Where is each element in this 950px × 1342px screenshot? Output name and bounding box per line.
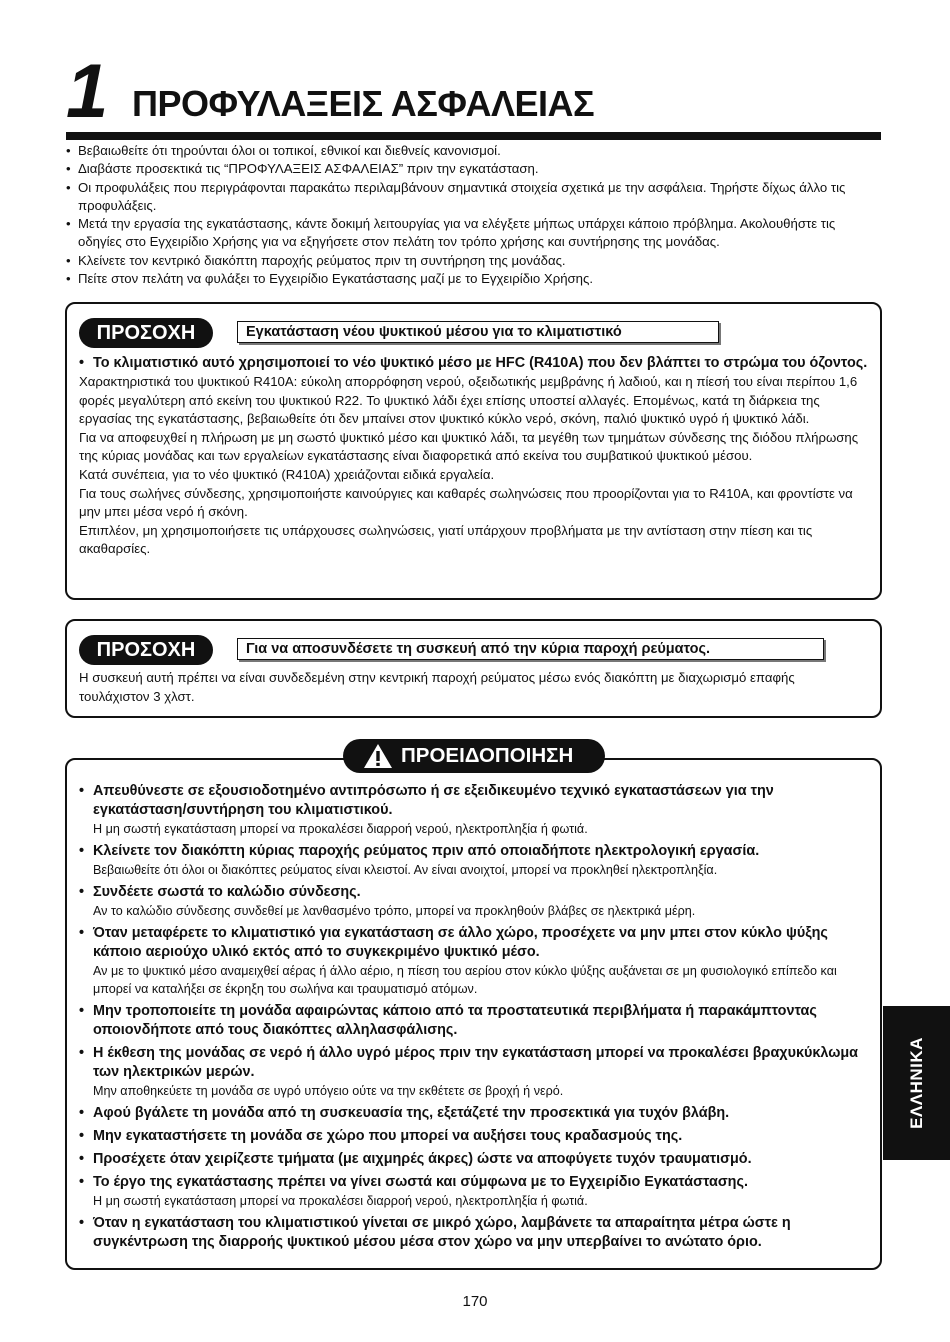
list-item: • Κλείνετε τον κεντρικό διακόπτη παροχής ρεύματος πριν τη συντήρηση της μονάδας. — [66, 252, 881, 270]
list-item — [79, 1150, 868, 1169]
warning-detail: Η μη σωστή εγκατάσταση μπορεί να προκαλέσει διαρροή νερού, ηλεκτροπληξία ή φωτιά. — [93, 1194, 588, 1208]
warning-heading: • Μην εγκαταστήσετε τη μονάδα σε χώρο που μπορεί να αυξήσει τους κραδασμούς της. — [93, 1128, 683, 1144]
warning-detail: Η μη σωστή εγκατάσταση μπορεί να προκαλέσει διαρροή νερού, ηλεκτροπληξία ή φωτιά. — [93, 822, 588, 836]
caution-content — [79, 354, 868, 559]
warning-heading: • Μην τροποποιείτε τη μονάδα αφαιρώντας κάποιο από τα προστατευτικά περιβλήματα ή παρακάμπτοντας οποιονδήποτε από τους διακόπτες αλληλασφάλισης. — [93, 1003, 817, 1038]
caution-paragraph: Χαρακτηριστικά του ψυκτικού R410A: εύκολη απορρόφηση νερού, οξειδωτικής μεμβράνης ή λαδιού, και η πίεσή του είναι περίπου 1,6 φορές μεγαλύτερη από εκείνη του ψυκτικού R22. Το ψυκτικό λάδι έχει επίσης υποστεί αλλαγές. Επομένως, κατά τη διάρκεια της εργασίας της εγκατάστασης, βεβαιωθείτε ότι δεν μπαίνει στον ψυκτικό κύκλο νερό, σκόνη, παλιό ψυκτικό υγρό ή ψυκτικό λάδι. — [79, 374, 858, 427]
language-tab-label: ΕΛΛΗΝΙΚΑ — [906, 1037, 926, 1129]
warning-detail: Αν με το ψυκτικό μέσο αναμειχθεί αέρας ή άλλο αέριο, η πίεση του αερίου στον κύκλο ψύξης αυξάνεται σε μη φυσιολογικό επίπεδο και μπορεί να καταλήξει σε έκρηξη του σωλήνα και τραυματισμό ατόμων. — [93, 964, 837, 996]
list-item — [79, 1214, 868, 1252]
warning-label-text: ΠΡΟΕΙΔΟΠΟΙΗΣΗ — [401, 744, 574, 767]
caution-paragraph: Επιπλέον, μη χρησιμοποιήσετε τις υπάρχουσες σωληνώσεις, γιατί υπάρχουν προβλήματα με την αντίσταση στην πίεση και τις ακαθαρσίες. — [79, 522, 813, 557]
list-item — [79, 883, 868, 920]
warning-detail: Μην αποθηκεύετε τη μονάδα σε υγρό υπόγειο ούτε να την εκθέτετε σε βροχή ή νερό. — [93, 1084, 564, 1098]
list-item — [79, 842, 868, 879]
intro-list — [66, 142, 881, 288]
list-item — [79, 1002, 868, 1040]
warning-triangle-icon — [363, 743, 393, 769]
list-item — [79, 1104, 868, 1123]
warning-heading: • Το έργο της εγκατάστασης πρέπει να γίνει σωστά και σύμφωνα με το Εγχειρίδιο Εγκατάστασης. — [93, 1174, 748, 1190]
warning-heading: • Προσέχετε όταν χειρίζεστε τμήματα (με αιχμηρές άκρες) ώστε να αποφύγετε τυχόν τραυματισμό. — [93, 1151, 752, 1167]
warning-heading: • Αφού βγάλετε τη μονάδα από τη συσκευασία της, εξετάζετέ την προσεκτικά για τυχόν βλάβη. — [93, 1105, 730, 1121]
caution-box-refrigerant — [65, 302, 882, 600]
warning-heading: • Απευθύνεστε σε εξουσιοδοτημένο αντιπρόσωπο ή σε εξειδικευμένο τεχνικό εγκαταστάσεων για την εγκατάσταση/συντήρηση του κλιματιστικού. — [93, 783, 774, 818]
warning-heading: • Η έκθεση της μονάδας σε νερό ή άλλο υγρό μέρος πριν την εγκατάσταση μπορεί να προκαλέσει βραχυκύκλωμα των ηλεκτρικών μερών. — [93, 1045, 859, 1080]
caution-paragraph: Κατά συνέπεια, για το νέο ψυκτικό (R410A) χρειάζονται ειδικά εργαλεία. — [79, 466, 495, 482]
list-item — [79, 924, 868, 998]
list-item: • Βεβαιωθείτε ότι τηρούνται όλοι οι τοπικοί, εθνικοί και διεθνείς κανονισμοί. — [66, 142, 881, 160]
page-number: 170 — [462, 1293, 488, 1310]
list-item — [79, 1173, 868, 1210]
warning-detail: Βεβαιωθείτε ότι όλοι οι διακόπτες ρεύματος είναι κλειστοί. Αν είναι ανοιχτοί, μπορεί να προκληθεί ηλεκτροπληξία. — [93, 863, 718, 877]
page-title: ΠΡΟΦΥΛΑΞΕΙΣ ΑΣΦΑΛΕΙΑΣ — [132, 83, 595, 124]
page-header — [66, 49, 881, 140]
caution-lead: • Το κλιματιστικό αυτό χρησιμοποιεί το νέο ψυκτικό μέσο με HFC (R410A) που δεν βλάπτει το στρώμα του όζοντος. — [79, 354, 868, 373]
warning-detail: Αν το καλώδιο σύνδεσης συνδεθεί με λανθασμένο τρόπο, μπορεί να προκληθούν βλάβες σε ηλεκτρικά μέρη. — [93, 904, 696, 918]
list-item: • Οι προφυλάξεις που περιγράφονται παρακάτω περιλαμβάνουν σημαντικά στοιχεία σχετικά με την ασφάλεια. Τηρήστε δίχως άλλο τις προφυλάξεις. — [66, 179, 881, 216]
list-item — [79, 782, 868, 838]
warning-heading: • Όταν η εγκατάσταση του κλιματιστικού γίνεται σε μικρό χώρο, λαμβάνετε τα απαραίτητα μέτρα ώστε η συγκέντρωση της διαρροής ψυκτικού μέσου μέσα στον χώρο να μην υπερβαίνει το ανώτατο όριο. — [93, 1215, 791, 1250]
warning-heading: • Όταν μεταφέρετε το κλιματιστικό για εγκατάσταση σε άλλο χώρο, προσέχετε να μην μπει στον κύκλο ψύξης κάποιο αεριούχο υλικό εκτός από το συγκεκριμένο ψυκτικό μέσο. — [93, 925, 828, 960]
warning-heading: • Κλείνετε τον διακόπτη κύριας παροχής ρεύματος πριν από οποιαδήποτε ηλεκτρολογική εργασία. — [93, 843, 760, 859]
list-item — [79, 1127, 868, 1146]
list-item: • Διαβάστε προσεκτικά τις “ΠΡΟΦΥΛΑΞΕΙΣ ΑΣΦΑΛΕΙΑΣ” πριν την εγκατάσταση. — [66, 160, 881, 178]
caution-paragraph: Η συσκευή αυτή πρέπει να είναι συνδεδεμένη στην κεντρική παροχή ρεύματος μέσω ενός διακόπτη με διαχωρισμό επαφής τουλάχιστον 3 χλστ. — [79, 670, 795, 704]
caution-subject: Εγκατάσταση νέου ψυκτικού μέσου για το κλιματιστικό — [237, 321, 719, 343]
language-tab — [883, 1006, 950, 1160]
caution-paragraph: Για να αποφευχθεί η πλήρωση με μη σωστό ψυκτικό μέσο και ψυκτικό λάδι, τα μεγέθη των τμημάτων σύνδεσης της διόδου πλήρωσης της κύριας μονάδας και των εργαλείων εγκατάστασης είναι διαφορετικά από εκείνα του συμβατικού ψυκτικού μέσου. — [79, 429, 859, 464]
caution-label: ΠΡΟΣΟΧΗ — [79, 318, 213, 348]
warning-label — [343, 739, 605, 773]
caution-label: ΠΡΟΣΟΧΗ — [79, 635, 213, 665]
list-item — [79, 1044, 868, 1100]
chapter-number: 1 — [66, 49, 109, 134]
list-item: • Πείτε στον πελάτη να φυλάξει το Εγχειρίδιο Εγκατάστασης μαζί με το Εγχειρίδιο Χρήσης. — [66, 270, 881, 288]
list-item: • Μετά την εργασία της εγκατάστασης, κάντε δοκιμή λειτουργίας για να ελέγξετε μήπως υπάρχει κάποιο πρόβλημα. Ακολουθήστε τις οδηγίες στο Εγχειρίδιο Χρήσης για να εξηγήσετε στον πελάτη τον τρόπο χρήσης και συντήρησης της μονάδας. — [66, 215, 881, 252]
caution-subject: Για να αποσυνδέσετε τη συσκευή από την κύρια παροχή ρεύματος. — [237, 638, 824, 660]
caution-box-disconnect — [65, 619, 882, 718]
warning-box — [65, 758, 882, 1270]
warning-heading: • Συνδέετε σωστά το καλώδιο σύνδεσης. — [93, 884, 361, 900]
caution-paragraph: Για τους σωλήνες σύνδεσης, χρησιμοποιήστε καινούργιες και καθαρές σωληνώσεις που προορίζονται για το R410A, και φροντίστε να μην μπει μέσα νερό ή σκόνη. — [79, 485, 853, 520]
warning-list — [79, 782, 868, 1256]
caution-content — [79, 669, 868, 706]
